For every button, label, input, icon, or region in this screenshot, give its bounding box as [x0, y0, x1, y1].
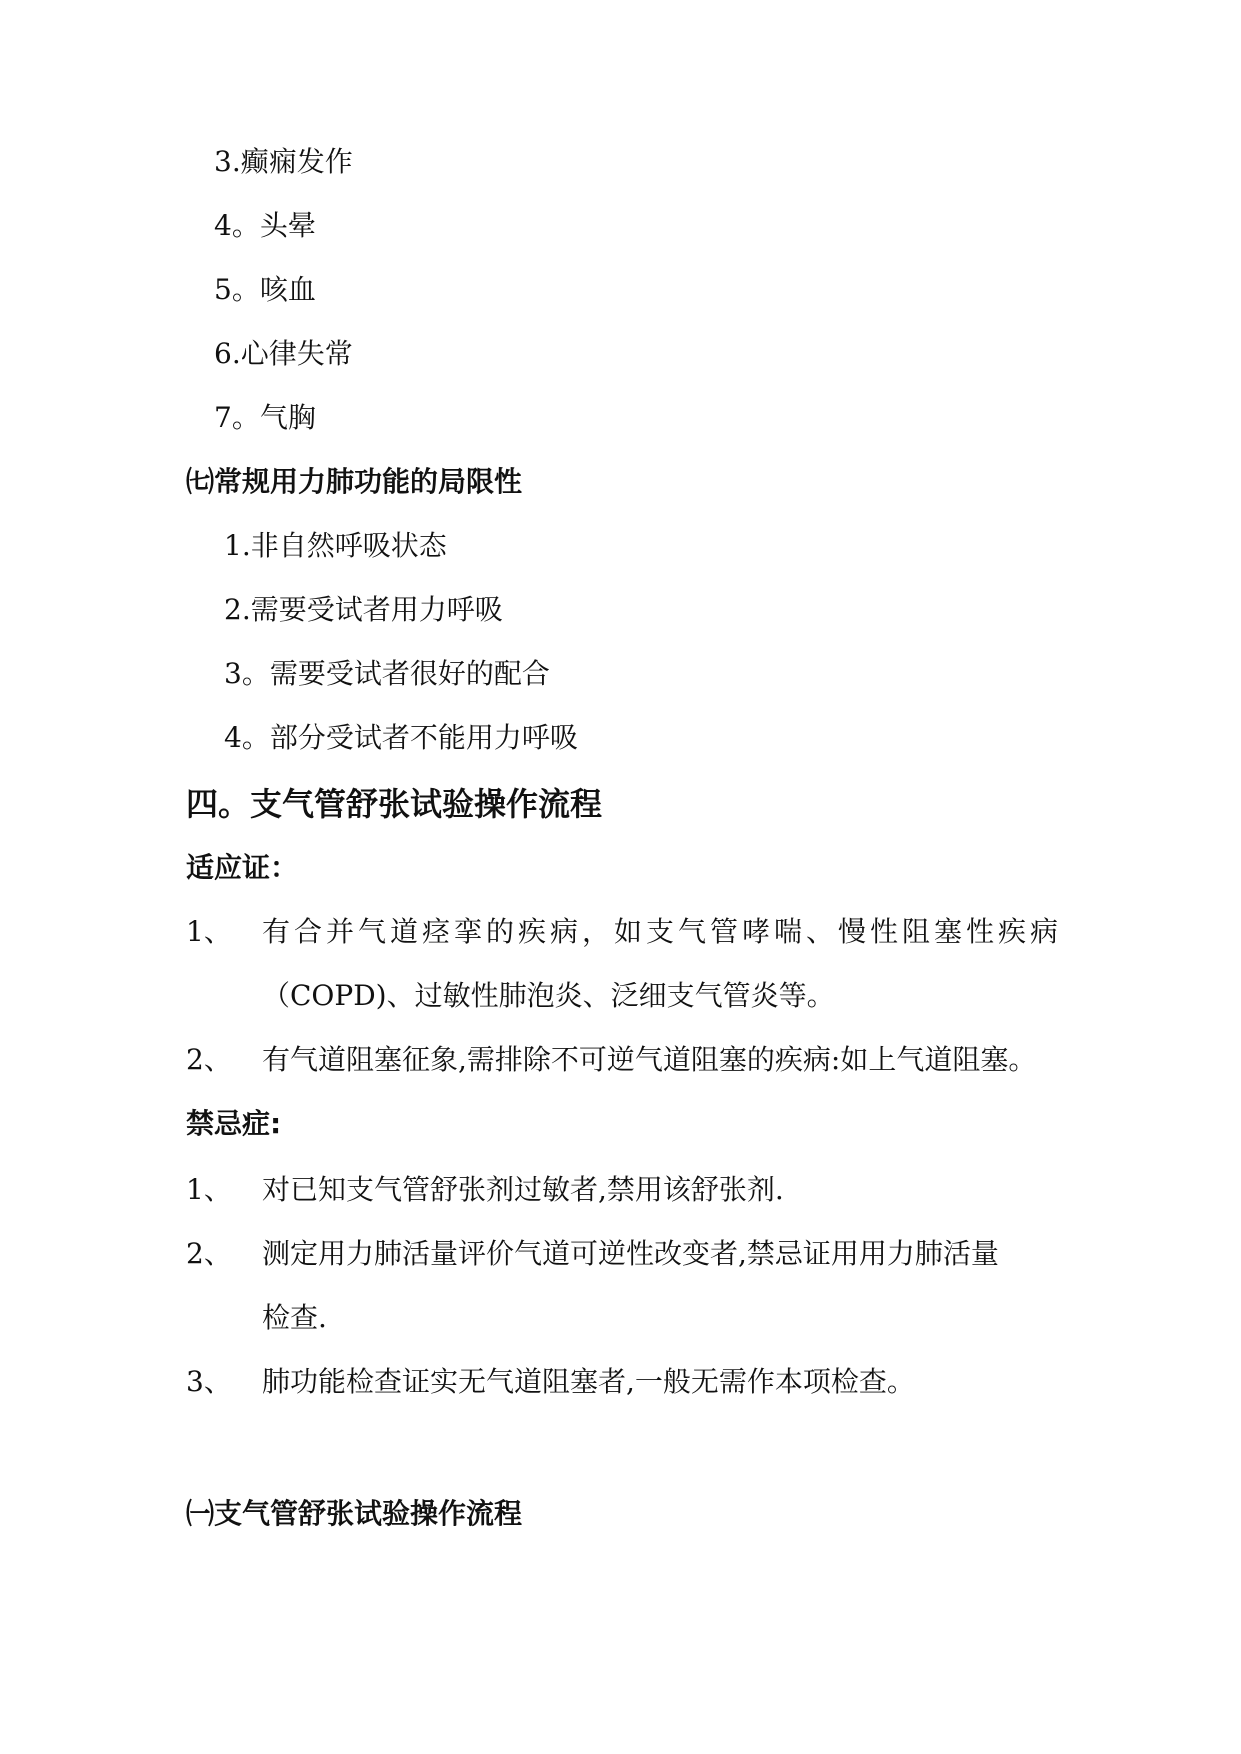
contraindications-heading: 禁忌症: [186, 1107, 282, 1140]
limitation-item: 4。部分受试者不能用力呼吸 [224, 721, 578, 754]
limitation-item: 1.非自然呼吸状态 [224, 529, 447, 562]
indications-heading: 适应证： [186, 851, 299, 884]
list-number: 3、 [186, 1365, 232, 1398]
indication-text: 有合并气道痉挛的疾病，如支气管哮喘、慢性阻塞性疾病 [262, 915, 1063, 948]
list-number: 1、 [186, 915, 232, 948]
contraindication-text: 对已知支气管舒张剂过敏者,禁用该舒张剂. [262, 1173, 784, 1206]
symptom-item: 5。咳血 [214, 273, 316, 306]
contraindication-text: 测定用力肺活量评价气道可逆性改变者,禁忌证用用力肺活量 [262, 1237, 999, 1270]
contraindication-text: 检查. [262, 1301, 327, 1334]
indication-text: （COPD)、过敏性肺泡炎、泛细支气管炎等。 [262, 979, 835, 1012]
symptom-item: 7。气胸 [214, 401, 316, 434]
list-number: 2、 [186, 1043, 232, 1076]
indication-text: 有气道阻塞征象,需排除不可逆气道阻塞的疾病:如上气道阻塞。 [262, 1043, 1037, 1076]
chapter-heading: 四。支气管舒张试验操作流程 [186, 785, 603, 823]
subsection-heading: ㈠支气管舒张试验操作流程 [186, 1497, 523, 1530]
symptom-item: 4。头晕 [214, 209, 316, 242]
symptom-item: 3.癫痫发作 [214, 145, 353, 178]
limitation-item: 2.需要受试者用力呼吸 [224, 593, 503, 626]
list-number: 1、 [186, 1173, 232, 1206]
list-number: 2、 [186, 1237, 232, 1270]
limitation-item: 3。需要受试者很好的配合 [224, 657, 550, 690]
section-heading: ㈦常规用力肺功能的局限性 [186, 465, 523, 498]
symptom-item: 6.心律失常 [214, 337, 353, 370]
contraindication-text: 肺功能检查证实无气道阻塞者,一般无需作本项检查。 [262, 1365, 915, 1398]
